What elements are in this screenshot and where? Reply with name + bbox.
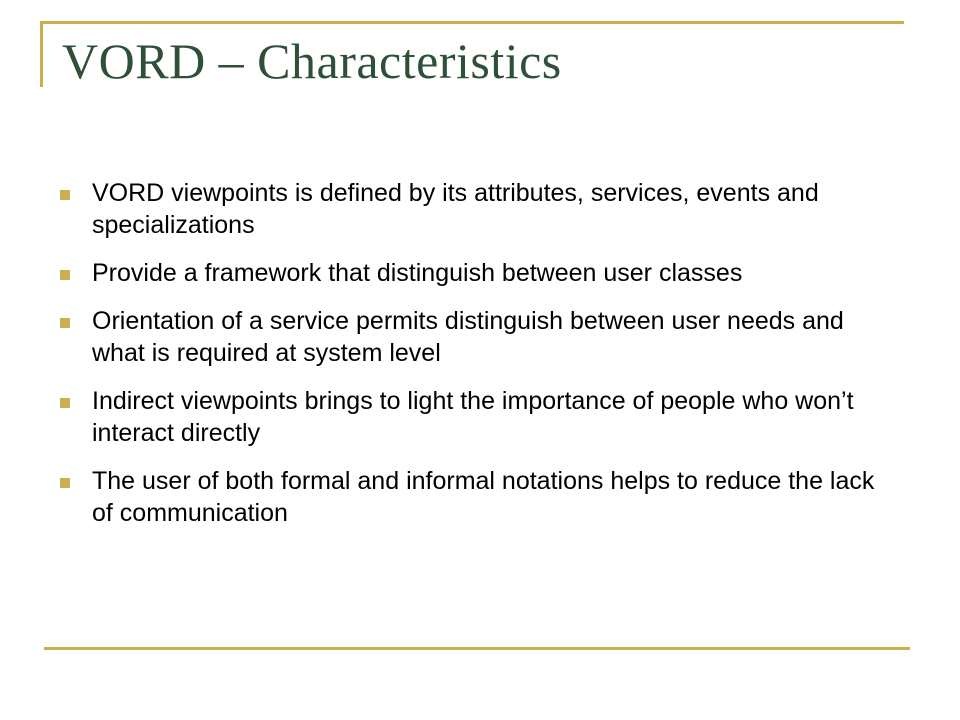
square-bullet-icon (60, 398, 70, 408)
bullet-item (60, 257, 890, 289)
slide-title: VORD – Characteristics (62, 33, 562, 89)
square-bullet-icon (60, 478, 70, 488)
bullet-text: VORD viewpoints is defined by its attributes, services, events and specializations (92, 179, 819, 239)
square-bullet-icon (60, 270, 70, 280)
bullet-item (60, 385, 890, 449)
bullet-item (60, 177, 890, 241)
square-bullet-icon (60, 318, 70, 328)
top-rule (40, 21, 904, 24)
bullet-text: The user of both formal and informal notations helps to reduce the lack of communication (92, 467, 875, 527)
bullet-item (60, 305, 890, 369)
bullet-text: Indirect viewpoints brings to light the importance of people who won’t interact directly (92, 387, 854, 447)
square-bullet-icon (60, 190, 70, 200)
bottom-rule (44, 647, 910, 650)
bullet-item (60, 465, 890, 529)
left-rule (40, 21, 43, 87)
bullet-list (60, 177, 890, 545)
bullet-text: Orientation of a service permits distinguish between user needs and what is required at system level (92, 307, 844, 367)
bullet-text: Provide a framework that distinguish between user classes (92, 259, 743, 287)
